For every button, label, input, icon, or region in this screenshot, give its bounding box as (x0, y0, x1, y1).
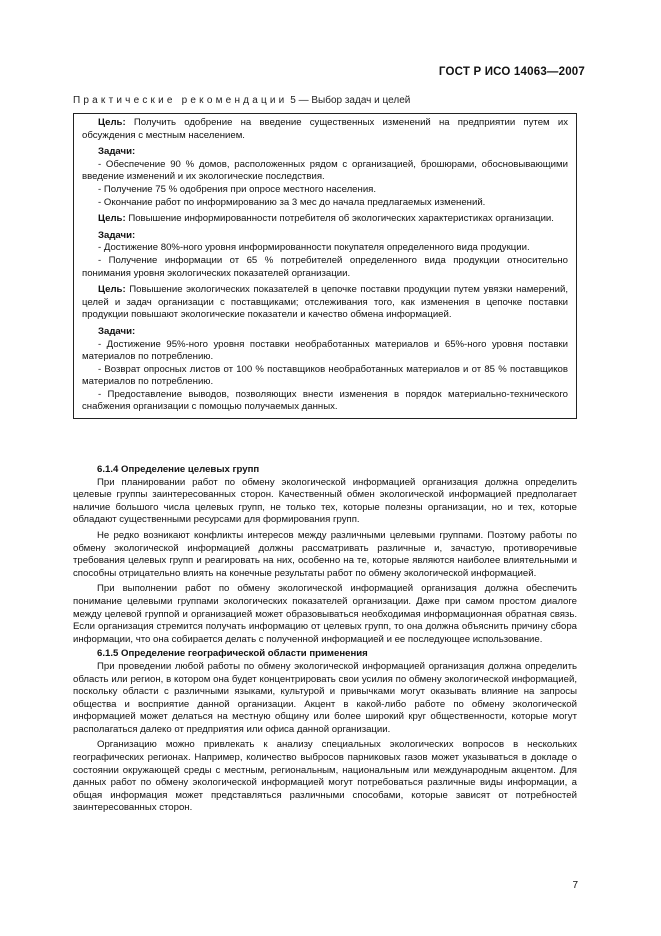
paragraph: При планировании работ по обмену экологической информацией организация должна определить целевые группы заинтересованных сторон. Качественный обмен экологической информацией предполагает наличие большого числа целевых групп, не только тех, которые полезны организации, но и тех, которые обладают существенными ресурсами для формирования групп. (73, 476, 577, 526)
paragraph: При выполнении работ по обмену экологической информацией организация должна обеспечить понимание целевыми группами экологических показателей организации. Даже при самом простом диалоге между целевой группой и организацией может образовываться необходимая информационная обратная связь. Если организация стремится получать информацию от целевых групп, то она должна объяснить причину сбора информации, что она собирается делать с полученной информацией и ее последующее использование. (73, 583, 577, 645)
goal-label: Цель: (98, 284, 126, 296)
paragraph: При проведении любой работы по обмену экологической информацией организация должна определить область или регион, в котором она будет концентрировать свои усилия по обмену экологической информацией, поскольку области с различными языками, культурой и привычками могут оказывать влияние на запросы общества и восприятие данной организации. Акцент в какой-либо работе по обмену экологической информацией может делаться на местную общину или более широкий круг общественности, которые могут располагаться далеко от предприятия или офиса данной организации. (73, 660, 577, 735)
recommendation-title-spaced: Практические рекомендации (73, 95, 288, 106)
tasks-label-3: Задачи: (98, 325, 136, 337)
goal-label: Цель: (98, 213, 126, 225)
goal-2 (82, 213, 568, 226)
standard-code: ГОСТ Р ИСО 14063—2007 (438, 66, 585, 78)
goal-3 (82, 284, 568, 322)
task-3-3: - Предоставление выводов, позволяющих внести изменения в порядок материально-технического снабжения организации с помощью получаемых данных. (82, 388, 568, 413)
task-1-1: - Обеспечение 90 % домов, расположенных рядом с организацией, брошюрами, обосновывающими введение изменений и их экологические последствия. (82, 158, 568, 183)
task-2-2: - Получение информации от 65 % потребителей определенного вида продукции относительно понимания уровня экологических показателей организации. (82, 254, 568, 279)
section-heading-6-1-4: 6.1.4 Определение целевых групп (97, 464, 260, 475)
recommendation-title (73, 95, 410, 106)
section-heading-6-1-5: 6.1.5 Определение географической области применения (97, 648, 368, 660)
recommendation-title-rest: 5 — Выбор задач и целей (287, 95, 411, 106)
page-number: 7 (572, 880, 578, 891)
task-3-2: - Возврат опросных листов от 100 % поставщиков необработанных материалов и от 85 % поставщиков материалов по потреблению. (82, 363, 568, 388)
goal-2-text: Повышение информированности потребителя об экологических характеристиках организации. (128, 213, 554, 225)
goal-label: Цель: (98, 117, 126, 128)
goal-3-text: Повышение экологических показателей в цепочке поставки продукции путем увязки намерений, целей и задач организации с поставщиками; отслеживания того, как изменения в цепочке поставки продукции повышают экологические показатели и качество обмена информацией. (82, 284, 568, 321)
recommendation-box (73, 113, 577, 419)
goal-1 (82, 117, 568, 142)
paragraph: Организацию можно привлекать к анализу специальных экологических вопросов в нескольких географических регионах. Например, количество выбросов парниковых газов может указываться в докладе о состоянии окружающей среды с местным, региональным, национальным или международным акцентом. Для данных работ по обмену экологической информацией могут потребоваться различные виды информации, а общая информация может представляться различными способами, которые зависят от потребностей заинтересованных сторон. (73, 739, 577, 814)
task-1-2: - Получение 75 % одобрения при опросе местного населения. (98, 183, 377, 195)
goal-1-text: Получить одобрение на введение существенных изменений на предприятии путем их обсуждения с местным населением. (82, 117, 568, 141)
paragraph: Не редко возникают конфликты интересов между различными целевыми группами. Поэтому работы по обмену экологической информацией должны рассматривать различные и, зачастую, противоречивые требования целевых групп и реагировать на них, особенно на те, которые являются наиболее влиятельными и способны отрицательно влиять на конечные результаты работ по обмену экологической информацией. (73, 529, 577, 579)
task-2-1: - Достижение 80%-ного уровня информированности покупателя определенного вида продукции. (98, 242, 530, 254)
task-3-1: - Достижение 95%-ного уровня поставки необработанных материалов и 65%-ного уровня поставки материалов по потреблению. (82, 338, 568, 363)
document-body (73, 462, 577, 815)
tasks-label-2: Задачи: (98, 229, 136, 241)
task-1-3: - Окончание работ по информированию за 3 мес до начала предлагаемых изменений. (98, 196, 486, 208)
tasks-label-1: Задачи: (98, 146, 136, 158)
